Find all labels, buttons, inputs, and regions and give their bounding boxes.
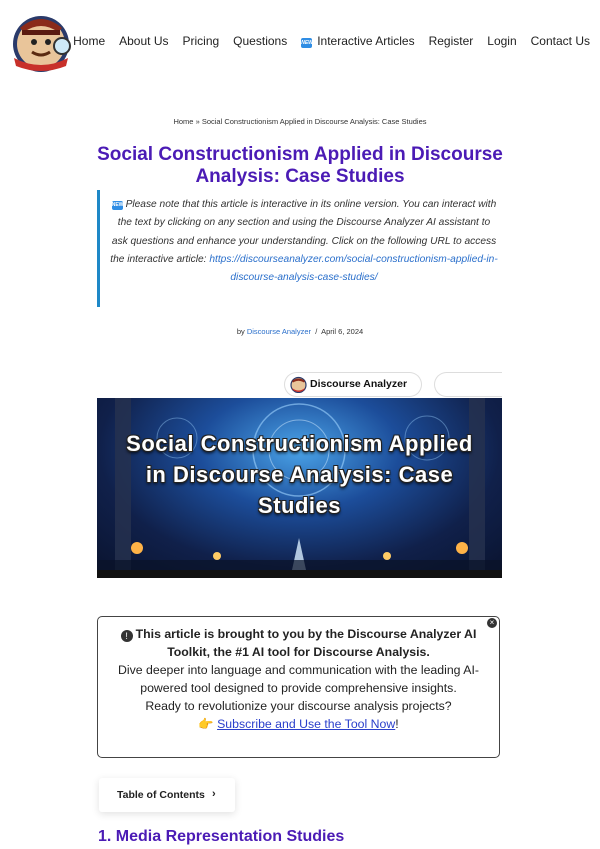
- nav-register[interactable]: Register: [428, 34, 474, 48]
- nav-pricing[interactable]: Pricing: [182, 34, 220, 48]
- hero-brand-name: Discourse Analyzer: [310, 378, 408, 390]
- promo-lead: This article is brought to you by the Discourse Analyzer AI Toolkit, the #1 AI tool for Discourse Analysis.: [135, 627, 477, 659]
- table-of-contents-toggle[interactable]: [99, 778, 235, 812]
- nav-questions[interactable]: Questions: [233, 34, 288, 48]
- hero-brand-pill: [285, 373, 421, 396]
- chevron-right-icon: ›: [212, 788, 216, 800]
- byline: [0, 327, 600, 336]
- notice-text: Please note that this article is interactive in its online version. You can interact with the text by clicking on any section and using the Discourse Analyzer AI assistant to ask questions and enhance your understanding. Click on the following URL to access the interactive article:: [110, 199, 497, 265]
- breadcrumb: [0, 117, 600, 126]
- breadcrumb-current: Social Constructionism Applied in Discourse Analysis: Case Studies: [201, 117, 427, 126]
- interactive-article-link[interactable]: https://discourseanalyzer.com/social-constructionism-applied-in-discourse-analysis-case-studies/: [209, 253, 498, 284]
- toc-label: Table of Contents: [117, 789, 205, 801]
- notice-text-block: [100, 190, 502, 287]
- hero-image: [97, 370, 502, 578]
- byline-separator: /: [315, 327, 318, 336]
- pointing-hand-icon: 👉: [198, 717, 214, 731]
- promo-question: Ready to revolutionize your discourse analysis projects?: [145, 699, 452, 713]
- byline-by: by: [236, 327, 245, 336]
- nav-contact[interactable]: Contact Us: [530, 34, 590, 48]
- subscribe-link[interactable]: Subscribe and Use the Tool Now: [217, 717, 396, 731]
- publish-date: April 6, 2024: [321, 327, 364, 336]
- info-icon: !: [121, 630, 133, 642]
- nav-interactive-label: Interactive Articles: [317, 34, 415, 48]
- nav-interactive-articles[interactable]: [301, 34, 414, 48]
- author-link[interactable]: Discourse Analyzer: [246, 327, 312, 336]
- breadcrumb-home[interactable]: Home: [173, 117, 194, 126]
- site-header: [0, 0, 600, 84]
- hero-title: Social Constructionism Applied in Discourse Analysis: Case Studies: [126, 431, 473, 518]
- section-heading: 1. Media Representation Studies: [98, 828, 345, 845]
- main-nav: [59, 34, 590, 48]
- new-badge-icon: NEW: [301, 40, 313, 46]
- promo-box: [97, 616, 500, 758]
- promo-cta-line: [98, 715, 499, 733]
- breadcrumb-separator: »: [195, 117, 200, 126]
- promo-lead-line: [98, 625, 499, 661]
- nav-login[interactable]: Login: [487, 34, 517, 48]
- hero-side-pill: [435, 373, 502, 396]
- new-badge-icon: NEW: [111, 202, 124, 208]
- nav-about[interactable]: About Us: [119, 34, 169, 48]
- nav-home[interactable]: Home: [73, 34, 106, 48]
- interactive-notice: [97, 190, 502, 307]
- promo-body: Dive deeper into language and communication with the leading AI-powered tool designed to provide comprehensive insights.: [118, 663, 479, 695]
- close-icon[interactable]: ×: [487, 618, 497, 628]
- brand-logo-icon: [290, 376, 307, 393]
- cta-suffix: !: [395, 717, 399, 731]
- hero-bottombar: [97, 570, 502, 578]
- page-title: Social Constructionism Applied in Discourse Analysis: Case Studies: [97, 144, 503, 187]
